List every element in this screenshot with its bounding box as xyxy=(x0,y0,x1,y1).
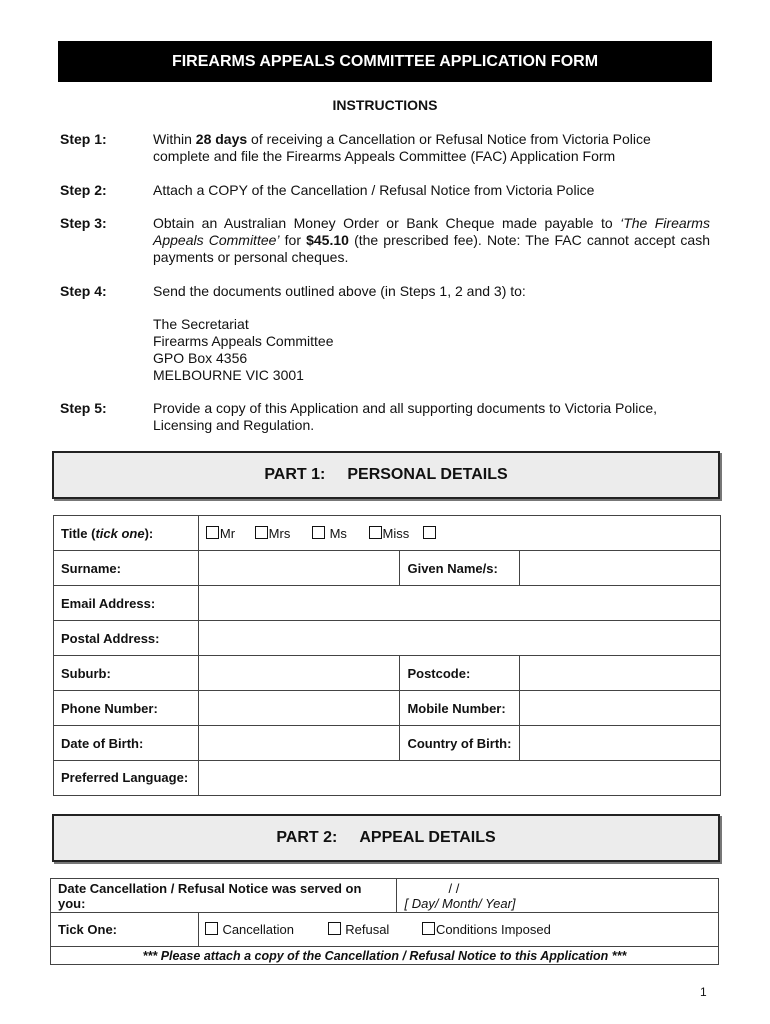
mailing-address: The Secretariat Firearms Appeals Committee GPO Box 4356 MELBOURNE VIC 3001 xyxy=(153,316,334,383)
checkbox[interactable] xyxy=(206,526,219,539)
title-option-mrs[interactable]: Mrs xyxy=(255,526,291,541)
step-label: Step 4: xyxy=(60,283,107,299)
checkbox[interactable] xyxy=(369,526,382,539)
attach-note: *** Please attach a copy of the Cancellation / Refusal Notice to this Application *** xyxy=(51,947,719,965)
step-text: Provide a copy of this Application and all supporting documents to Victoria Police, Licensing and Regulation. xyxy=(153,400,658,433)
title-label: Title (tick one): xyxy=(54,516,199,551)
suburb-field[interactable] xyxy=(198,656,400,691)
language-label: Preferred Language: xyxy=(54,761,199,796)
title-option-miss[interactable]: Miss xyxy=(369,526,410,541)
given-names-field[interactable] xyxy=(520,551,721,586)
step-label: Step 1: xyxy=(60,131,107,147)
form-title: FIREARMS APPEALS COMMITTEE APPLICATION FORM xyxy=(58,41,712,82)
option-conditions-imposed[interactable]: Conditions Imposed xyxy=(422,922,551,937)
step-text: Attach a COPY of the Cancellation / Refusal Notice from Victoria Police xyxy=(153,182,595,198)
postal-address-field[interactable] xyxy=(198,621,720,656)
dob-label: Date of Birth: xyxy=(54,726,199,761)
phone-label: Phone Number: xyxy=(54,691,199,726)
checkbox[interactable] xyxy=(423,526,436,539)
step-text: Obtain an Australian Money Order or Bank Cheque made payable to ‘The Firearms Appeals Committee’ for $45.10 (the prescribed fee). Note: The FAC cannot accept cash payments or personal cheques. xyxy=(153,215,710,265)
postal-address-label: Postal Address: xyxy=(54,621,199,656)
option-cancellation[interactable]: Cancellation xyxy=(205,922,294,937)
appeal-details-table xyxy=(50,878,719,965)
part-2-heading: PART 2: APPEAL DETAILS xyxy=(52,814,720,862)
option-refusal[interactable]: Refusal xyxy=(328,922,390,937)
checkbox[interactable] xyxy=(205,922,218,935)
mobile-label: Mobile Number: xyxy=(400,691,520,726)
postcode-field[interactable] xyxy=(520,656,721,691)
checkbox[interactable] xyxy=(328,922,341,935)
part-1-heading: PART 1: PERSONAL DETAILS xyxy=(52,451,720,499)
checkbox[interactable] xyxy=(312,526,325,539)
surname-label: Surname: xyxy=(54,551,199,586)
country-label: Country of Birth: xyxy=(400,726,520,761)
step-text: Within 28 days of receiving a Cancellation or Refusal Notice from Victoria Police complete and file the Firearms Appeals Committee (FAC) Application Form xyxy=(153,131,651,164)
page-number: 1 xyxy=(700,985,707,999)
date-served-field[interactable]: / / [ Day/ Month/ Year] xyxy=(397,879,719,913)
country-field[interactable] xyxy=(520,726,721,761)
given-names-label: Given Name/s: xyxy=(400,551,520,586)
title-option-mr[interactable]: Mr xyxy=(206,526,235,541)
postcode-label: Postcode: xyxy=(400,656,520,691)
suburb-label: Suburb: xyxy=(54,656,199,691)
step-label: Step 5: xyxy=(60,400,107,416)
title-option-other[interactable] xyxy=(423,526,437,541)
title-option-ms[interactable]: Ms xyxy=(312,526,347,541)
instructions-heading: INSTRUCTIONS xyxy=(332,97,438,113)
step-label: Step 3: xyxy=(60,215,107,231)
mobile-field[interactable] xyxy=(520,691,721,726)
email-field[interactable] xyxy=(198,586,720,621)
tick-one-label: Tick One: xyxy=(51,913,199,947)
checkbox[interactable] xyxy=(255,526,268,539)
step-label: Step 2: xyxy=(60,182,107,198)
checkbox[interactable] xyxy=(422,922,435,935)
email-label: Email Address: xyxy=(54,586,199,621)
phone-field[interactable] xyxy=(198,691,400,726)
surname-field[interactable] xyxy=(198,551,400,586)
personal-details-table xyxy=(53,515,721,796)
language-field[interactable] xyxy=(198,761,720,796)
step-text: Send the documents outlined above (in Steps 1, 2 and 3) to: xyxy=(153,283,526,299)
dob-field[interactable] xyxy=(198,726,400,761)
date-served-label: Date Cancellation / Refusal Notice was served on you: xyxy=(51,879,397,913)
